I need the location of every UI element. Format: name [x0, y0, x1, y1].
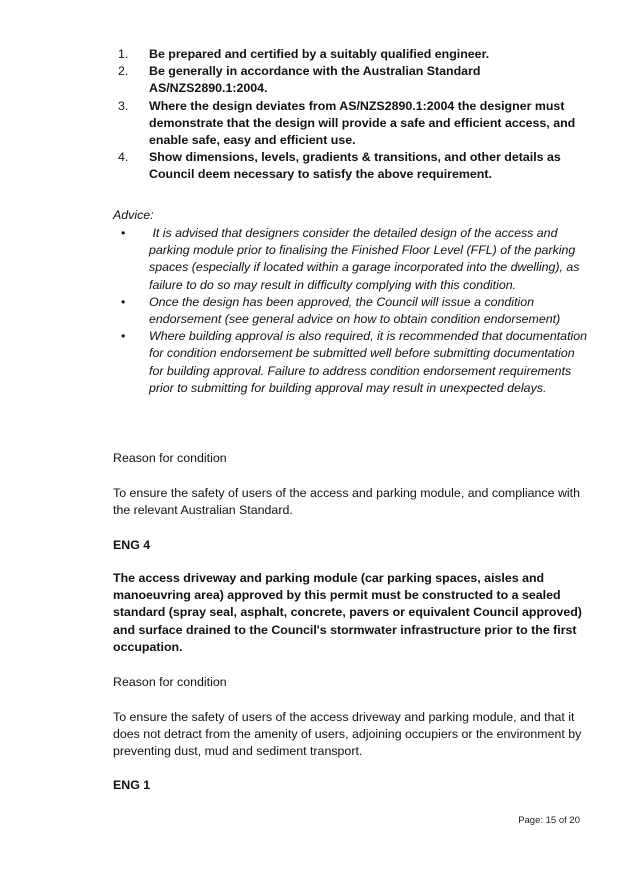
section-heading-eng1: ENG 1	[113, 778, 151, 792]
list-item	[113, 98, 583, 150]
advice-label: Advice:	[113, 208, 154, 222]
list-item	[113, 46, 583, 63]
advice-item	[113, 225, 588, 294]
list-number: 4.	[118, 150, 129, 165]
bullet-icon: •	[121, 226, 126, 240]
list-text: Show dimensions, levels, gradients & transitions, and other details as Council deem necessary to satisfy the above requirement.	[149, 150, 561, 182]
bullet-icon: •	[121, 329, 126, 344]
bullet-icon: •	[121, 294, 126, 309]
reason-heading: Reason for condition	[113, 451, 227, 465]
advice-item	[113, 294, 588, 328]
requirements-list	[113, 46, 583, 184]
list-item	[113, 149, 583, 183]
reason-text: To ensure the safety of users of the access driveway and parking module, and that it does not detract from the amenity of users, adjoining occupiers or the environment by preventing dust, mud and sediment transport.	[113, 710, 582, 759]
list-number: 3.	[118, 98, 129, 113]
page-number: Page: 15 of 20	[518, 815, 580, 826]
reason-heading: Reason for condition	[113, 675, 227, 689]
list-number: 1.	[118, 47, 129, 61]
advice-text: Once the design has been approved, the Council will issue a condition endorsement (see general advice on how to obtain condition endorsement)	[149, 294, 561, 327]
list-text: Be prepared and certified by a suitably qualified engineer.	[149, 47, 490, 61]
list-item	[113, 63, 583, 97]
advice-text: It is advised that designers consider the detailed design of the access and parking module prior to finalising the Finished Floor Level (FFL) of the parking spaces (especially if located within a garage incorporated into the dwelling), as failure to do so may result in difficulty complying with this condition.	[149, 226, 583, 292]
reason-text: To ensure the safety of users of the access and parking module, and compliance with the relevant Australian Standard.	[113, 486, 580, 518]
advice-item	[113, 328, 588, 397]
list-text: Be generally in accordance with the Australian Standard AS/NZS2890.1:2004.	[149, 64, 481, 96]
advice-text: Where building approval is also required, it is recommended that documentation for condition endorsement be submitted well before submitting documentation for building approval. Failure to address condition endorsement requirements prior to submitting for building approval may result in unexpected delays.	[149, 329, 588, 395]
list-text: Where the design deviates from AS/NZS2890.1:2004 the designer must demonstrate that the design will provide a safe and efficient access, and enable safe, easy and efficient use.	[149, 98, 576, 148]
list-number: 2.	[118, 64, 129, 79]
eng4-condition-text: The access driveway and parking module (car parking spaces, aisles and manoeuvring area) approved by this permit must be constructed to a sealed standard (spray seal, asphalt, concrete, pavers or equivalent Council approved) and surface drained to the Council's stormwater infrastructure prior to the first occupation.	[113, 571, 582, 654]
section-heading-eng4: ENG 4	[113, 538, 151, 552]
advice-list	[113, 225, 588, 397]
